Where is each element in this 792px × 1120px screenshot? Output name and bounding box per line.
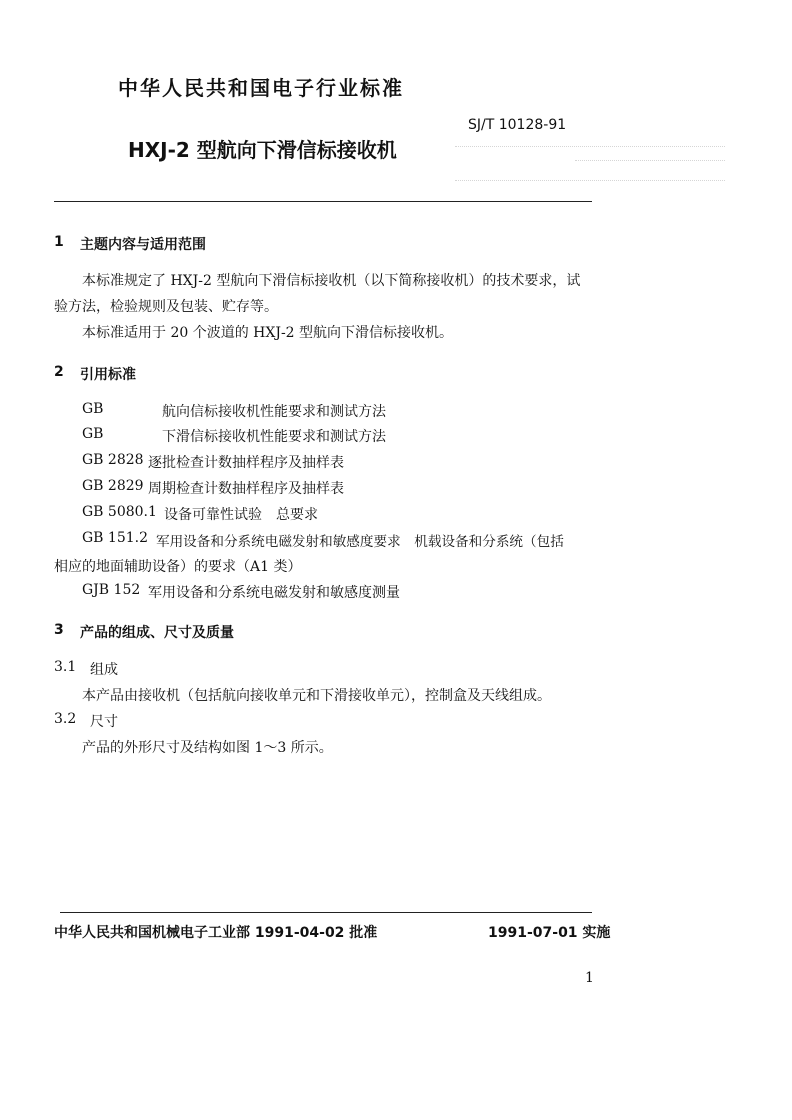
reference-code: GB 5080.1 [82, 504, 157, 520]
reference-title: 周期检查计数抽样程序及抽样表 [148, 481, 344, 497]
reference-code: GJB 152 [82, 582, 141, 598]
reference-code: GB 2828 [82, 452, 144, 468]
subsection-3-2-text: 产品的外形尺寸及结构如图 1～3 所示。 [82, 740, 333, 756]
reference-title: 设备可靠性试验 总要求 [164, 507, 318, 523]
reference-title: 军用设备和分系统电磁发射和敏感度测量 [148, 585, 400, 601]
subsection-3-1-text: 本产品由接收机（包括航向接收单元和下滑接收单元），控制盒及天线组成。 [82, 688, 551, 704]
reference-title: 下滑信标接收机性能要求和测试方法 [162, 429, 386, 445]
faint-rule [455, 180, 725, 181]
subsection-3-2-number: 3.2 [54, 711, 77, 727]
reference-title: 航向信标接收机性能要求和测试方法 [162, 404, 386, 420]
document-title: HXJ-2 型航向下滑信标接收机 [128, 138, 397, 162]
reference-code: GB [82, 426, 104, 442]
section-3-title: 产品的组成、尺寸及质量 [80, 625, 234, 641]
reference-code: GB 151.2 [82, 530, 149, 546]
subsection-3-2-title: 尺寸 [90, 714, 118, 730]
reference-code: GB 2829 [82, 478, 144, 494]
subsection-3-1-number: 3.1 [54, 659, 77, 675]
header-rule [54, 201, 592, 202]
approval-line: 中华人民共和国机械电子工业部 1991-04-02 批准 [54, 925, 378, 941]
page-number: 1 [585, 970, 594, 986]
section-2-title: 引用标准 [80, 367, 136, 383]
section-1-title: 主题内容与适用范围 [80, 237, 206, 253]
faint-rule [455, 146, 725, 147]
section-1-number: 1 [54, 234, 64, 250]
subsection-3-1-title: 组成 [90, 662, 118, 678]
section-3-number: 3 [54, 622, 64, 638]
section-1-paragraph: 本标准规定了 HXJ-2 型航向下滑信标接收机（以下简称接收机）的技术要求，试 [82, 273, 581, 289]
section-1-paragraph: 本标准适用于 20 个波道的 HXJ-2 型航向下滑信标接收机。 [82, 325, 454, 341]
effective-date: 1991-07-01 实施 [488, 925, 611, 941]
reference-title: 逐批检查计数抽样程序及抽样表 [148, 455, 344, 471]
issuing-body-header: 中华人民共和国电子行业标准 [118, 76, 404, 100]
section-1-paragraph: 验方法，检验规则及包装、贮存等。 [54, 299, 278, 315]
footer-rule [60, 912, 592, 913]
reference-title: 军用设备和分系统电磁发射和敏感度要求 机载设备和分系统（包括 [156, 534, 564, 550]
faint-rule [575, 160, 725, 161]
reference-title-continued: 相应的地面辅助设备）的要求（A1 类） [54, 559, 302, 575]
standard-number: SJ/T 10128-91 [468, 117, 567, 133]
reference-code: GB [82, 401, 104, 417]
section-2-number: 2 [54, 364, 64, 380]
